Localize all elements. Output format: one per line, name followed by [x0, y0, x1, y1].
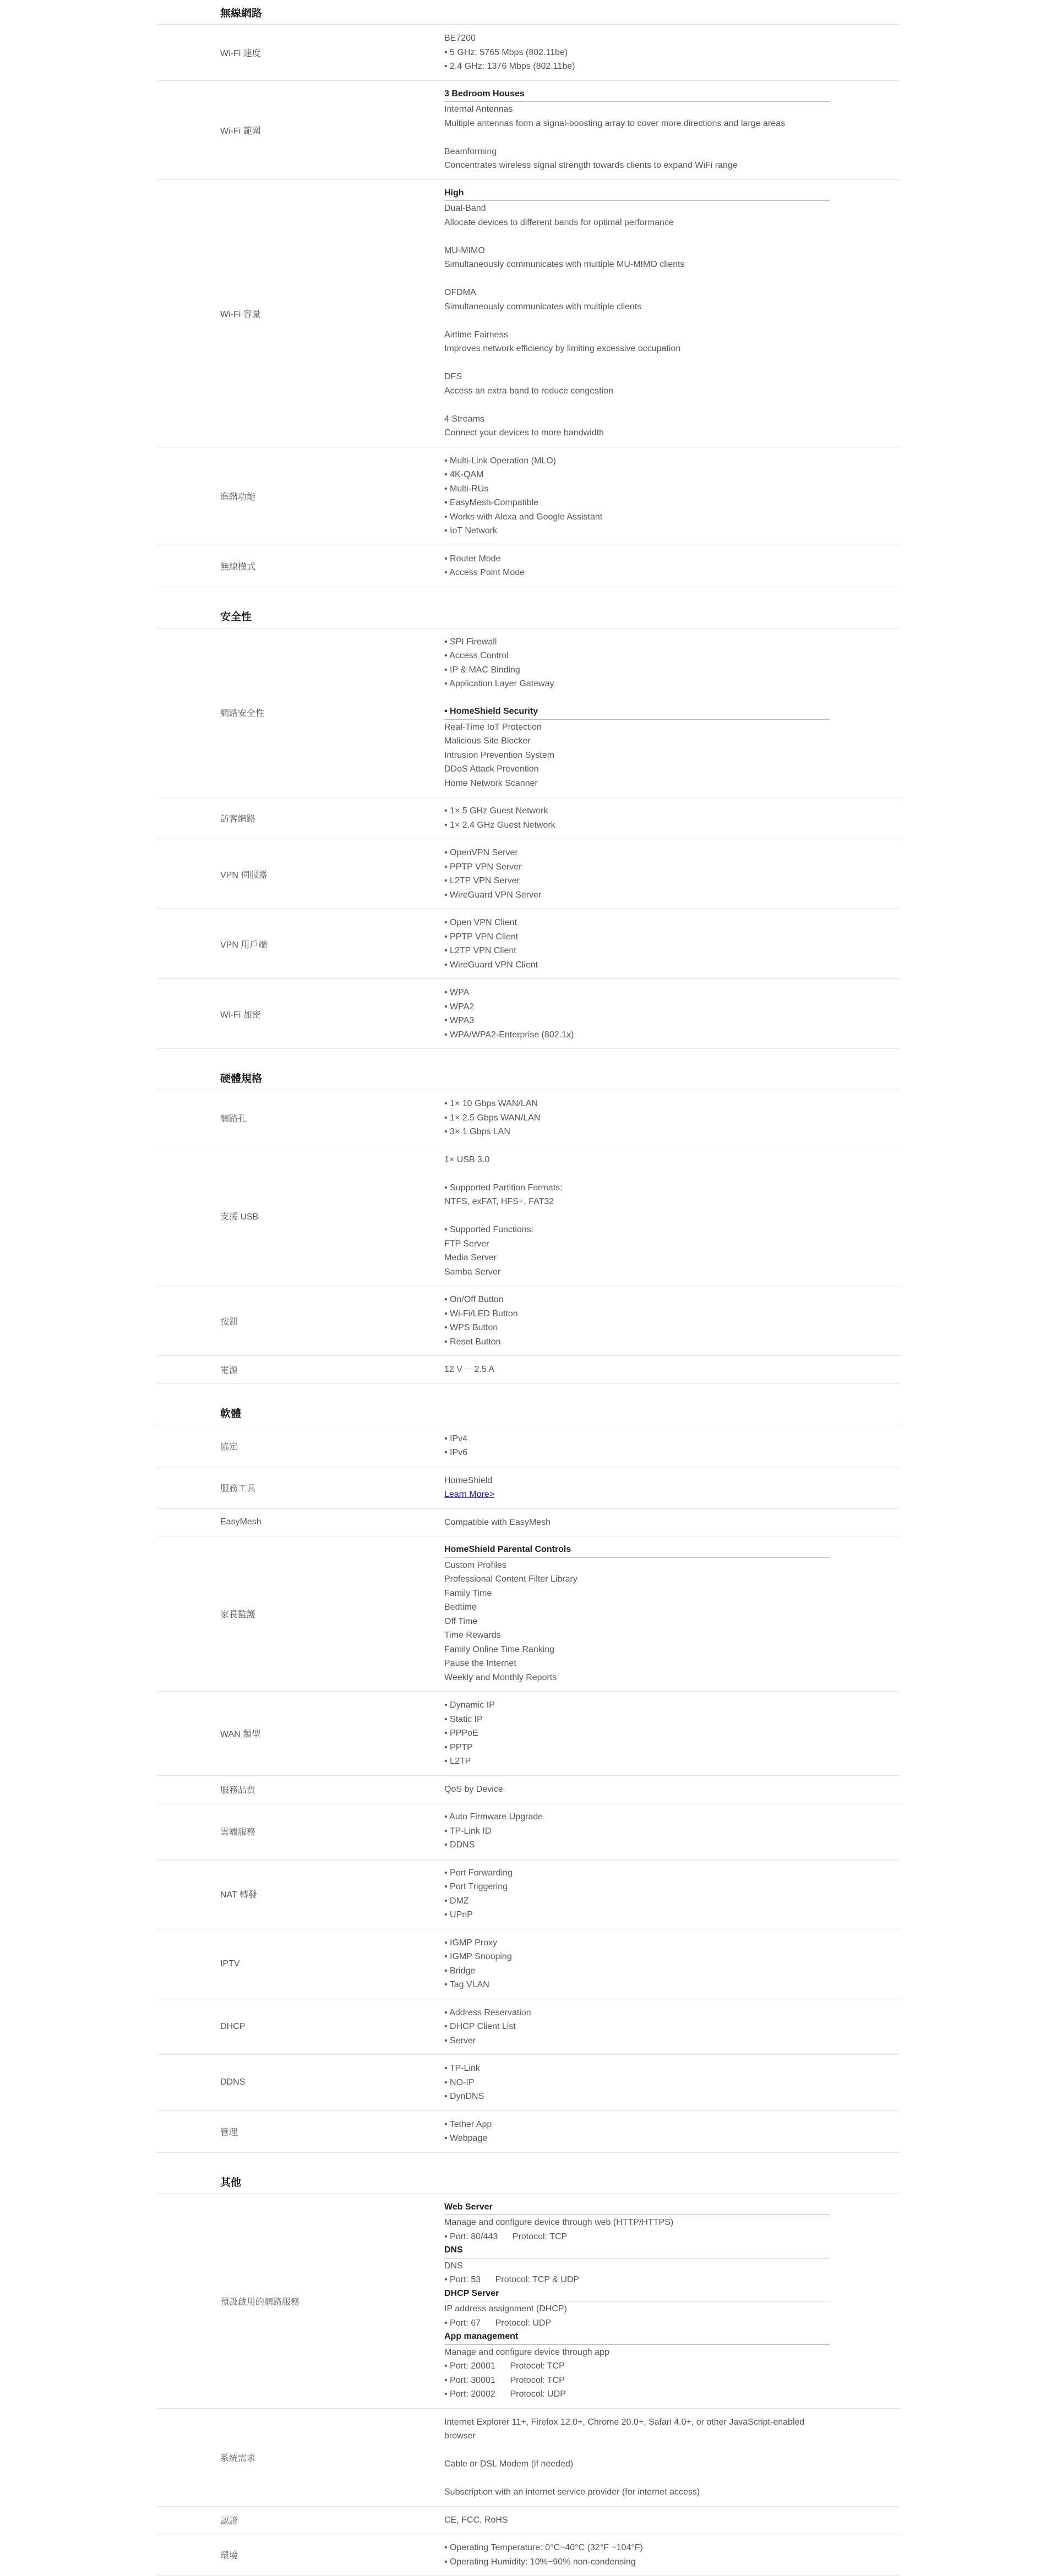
spec-row-wi-fi [157, 25, 900, 81]
spec-value [443, 909, 900, 978]
spec-value [443, 2507, 900, 2534]
spec-subheading: 3 Bedroom Houses [444, 87, 830, 102]
spec-line: • Application Layer Gateway [444, 679, 554, 688]
spec-line: Malicious Site Blocker [444, 736, 531, 746]
spacer [444, 1209, 900, 1223]
spacer [444, 1167, 900, 1181]
spec-label: 按鈕 [220, 1317, 238, 1327]
spec-line: • WPA3 [444, 1016, 475, 1025]
spacer [444, 356, 900, 370]
spec-line: Real-Time IoT Protection [444, 722, 542, 732]
spec-line: • PPTP VPN Server [444, 862, 522, 872]
spec-row-easymesh [157, 1509, 900, 1537]
spec-label: 進階功能 [220, 492, 256, 502]
spacer [444, 130, 900, 145]
spec-value [443, 2194, 900, 2408]
spec-value [443, 2534, 900, 2575]
spec-row-item-3-3 [157, 1536, 900, 1692]
spec-line: CE, FCC, RoHS [444, 2515, 508, 2525]
spec-label: DHCP [220, 2021, 246, 2031]
spec-line: • Operating Humidity: 10%~90% non-condensing [444, 2557, 636, 2567]
spec-row-item-1-1 [157, 797, 900, 839]
spec-line: • Reset Button [444, 1337, 501, 1347]
spec-line: Subscription with an internet service provider (for internet access) [444, 2487, 700, 2497]
spec-label: 服務工具 [220, 1484, 256, 1494]
spec-table [157, 0, 900, 2576]
spec-line: QoS by Device [444, 1784, 503, 1794]
spec-row-iptv [157, 1929, 900, 1999]
spec-line: DFS [444, 372, 462, 381]
spec-label: VPN 用戶端 [220, 940, 268, 950]
spec-subheading: App management [444, 2330, 830, 2345]
spec-value [443, 1425, 900, 1467]
spec-line: • Works with Alexa and Google Assistant [444, 512, 603, 522]
spec-label: VPN 伺服器 [220, 870, 268, 880]
spec-value [443, 447, 900, 545]
spec-line: Multiple antennas form a signal-boosting array to cover more directions and large areas [444, 118, 785, 128]
spec-line: Compatible with EasyMesh [444, 1517, 551, 1527]
spec-line: • PPTP VPN Client [444, 932, 519, 942]
spec-line: Access an extra band to reduce congestion [444, 386, 613, 396]
spec-value [443, 1467, 900, 1508]
spec-line: • Tag VLAN [444, 1980, 489, 1989]
spec-line: Intrusion Prevention System [444, 750, 555, 760]
spec-label: Wi-Fi 容量 [220, 309, 261, 319]
spec-line: • 1× 2.5 Gbps WAN/LAN [444, 1113, 541, 1123]
spec-value [443, 1859, 900, 1929]
spec-value [443, 1509, 900, 1536]
spec-line: Concentrates wireless signal strength towards clients to expand WiFi range [444, 161, 738, 170]
spec-row-item-2-2 [157, 1286, 900, 1356]
spec-line: FTP Server [444, 1239, 489, 1249]
section-title: 軟體 [157, 1404, 900, 1425]
spec-line: DNS [444, 2261, 463, 2271]
spec-row-dhcp [157, 1999, 900, 2055]
spec-line: Samba Server [444, 1267, 501, 1277]
spec-line: • IGMP Proxy [444, 1938, 497, 1948]
spec-value [443, 1536, 900, 1691]
spec-line: NTFS, exFAT, HFS+, FAT32 [444, 1197, 554, 1206]
spec-line: • Tether App [444, 2119, 492, 2129]
spec-line: Simultaneously communicates with multiple clients [444, 302, 642, 311]
spacer [444, 2471, 900, 2486]
spec-subheading: HomeShield Parental Controls [444, 1543, 830, 1558]
spec-line: Internet Explorer 11+, Firefox 12.0+, Chrome 20.0+, Safari 4.0+, or other JavaScript-enabled [444, 2417, 805, 2427]
spec-label: 協定 [220, 1442, 238, 1452]
spec-line: IP address assignment (DHCP) [444, 2304, 567, 2314]
spec-value [443, 1999, 900, 2055]
spec-line: • NO-IP [444, 2077, 475, 2087]
section-title: 無線網路 [157, 3, 900, 25]
spec-label: 無線模式 [220, 562, 256, 572]
spec-row-item-4-3 [157, 2534, 900, 2576]
spec-line: Professional Content Filter Library [444, 1574, 577, 1584]
spec-row-item-4-1 [157, 2409, 900, 2507]
spec-line: • IoT Network [444, 526, 497, 535]
spec-line: • IPv4 [444, 1434, 468, 1443]
spec-line: • Address Reservation [444, 2008, 531, 2017]
spec-line: • Server [444, 2036, 476, 2046]
spec-value [443, 1929, 900, 1999]
spec-line: Beamforming [444, 146, 497, 156]
spec-line: • L2TP VPN Server [444, 876, 520, 885]
spec-row-item-4-2 [157, 2507, 900, 2535]
spec-line: • Port: 20001 Protocol: TCP [444, 2361, 565, 2371]
spec-line: • Access Point Mode [444, 568, 525, 577]
spec-value [443, 180, 900, 447]
spec-line: • Port: 30001 Protocol: TCP [444, 2375, 565, 2385]
spec-line: • PPPoE [444, 1729, 478, 1738]
spec-line: • 1× 5 GHz Guest Network [444, 806, 548, 816]
spec-line: • WireGuard VPN Server [444, 890, 542, 900]
spec-value [443, 1356, 900, 1383]
spec-line: Airtime Fairness [444, 330, 508, 340]
spec-label: 環境 [220, 2551, 238, 2561]
spec-line: • Auto Firmware Upgrade [444, 1812, 543, 1822]
spec-line: Family Online Time Ranking [444, 1644, 555, 1654]
spacer [444, 398, 900, 412]
spec-line: 12 V ⎓ 2.5 A [444, 1365, 495, 1374]
spec-value [443, 628, 900, 797]
spec-line: Connect your devices to more bandwidth [444, 428, 604, 437]
spec-line: • 1× 10 Gbps WAN/LAN [444, 1099, 538, 1108]
spec-value [443, 1090, 900, 1146]
spec-line: • Port: 20002 Protocol: UDP [444, 2389, 566, 2399]
spec-label: Wi-Fi 速度 [220, 48, 261, 58]
spec-line: • Router Mode [444, 554, 501, 564]
spacer [444, 691, 900, 705]
spacer [444, 229, 900, 244]
spec-line: • Port: 53 Protocol: TCP & UDP [444, 2275, 580, 2284]
spec-line: • TP-Link ID [444, 1826, 492, 1836]
spec-row-nat [157, 1859, 900, 1929]
spec-row-item-2-0 [157, 1090, 900, 1146]
spec-row-item-0-4 [157, 545, 900, 587]
spec-line: BE7200 [444, 34, 476, 43]
spec-label: 預設啟用的網路服務 [220, 2297, 300, 2307]
spec-line: • Multi-Link Operation (MLO) [444, 456, 556, 466]
spec-row-vpn [157, 909, 900, 979]
spec-value [443, 1776, 900, 1803]
spec-line: • IPv6 [444, 1448, 468, 1457]
spec-label: 支援 USB [220, 1212, 259, 1222]
spec-line: • 4K-QAM [444, 470, 484, 479]
spec-line: • IP & MAC Binding [444, 665, 520, 675]
spec-line: OFDMA [444, 288, 476, 297]
learn-more-link[interactable]: Learn More> [444, 1490, 495, 1499]
spec-line: Weekly and Monthly Reports [444, 1672, 557, 1682]
spec-line: • DDNS [444, 1840, 475, 1850]
spec-line: • On/Off Button [444, 1295, 504, 1304]
spec-value [443, 25, 900, 80]
spec-line: • DMZ [444, 1896, 469, 1906]
spec-line: • TP-Link [444, 2064, 480, 2073]
spec-row-wi-fi [157, 180, 900, 447]
spec-label: 網路安全性 [220, 709, 265, 719]
spec-line: Improves network efficiency by limiting excessive occupation [444, 344, 681, 353]
spec-value [443, 1803, 900, 1859]
spec-row-ddns [157, 2055, 900, 2111]
spec-value [443, 797, 900, 839]
spec-line: 1× USB 3.0 [444, 1155, 490, 1164]
spec-line: • DHCP Client List [444, 2022, 516, 2031]
spec-row-item-3-6 [157, 1803, 900, 1859]
spec-label: 服務品質 [220, 1785, 256, 1795]
spec-line: • IGMP Snooping [444, 1952, 512, 1961]
spec-line: Home Network Scanner [444, 778, 538, 788]
spec-row-usb [157, 1146, 900, 1287]
spec-label: 雲端服務 [220, 1827, 256, 1837]
spec-line: • WPA2 [444, 1002, 475, 1011]
spec-row-item-3-0 [157, 1425, 900, 1467]
spec-label: 家長監護 [220, 1610, 256, 1620]
spec-label: IPTV [220, 1959, 240, 1968]
spec-label: 認證 [220, 2516, 238, 2526]
spec-line: • Webpage [444, 2134, 488, 2143]
spec-label: NAT 轉發 [220, 1890, 257, 1900]
spec-label: 網路孔 [220, 1114, 247, 1124]
spec-line: • L2TP VPN Client [444, 946, 516, 955]
spec-value [443, 2111, 900, 2152]
section-title: 安全性 [157, 607, 900, 628]
spec-value [443, 545, 900, 587]
spec-label: WAN 類型 [220, 1730, 261, 1740]
spec-row-vpn [157, 839, 900, 909]
spec-subheading: Web Server [444, 2201, 830, 2216]
spec-value [443, 2409, 900, 2506]
spec-line: • DynDNS [444, 2092, 484, 2101]
spec-row-item-3-1 [157, 1467, 900, 1509]
spec-line: • Bridge [444, 1966, 476, 1976]
spec-line: Bedtime [444, 1603, 477, 1612]
spec-line: Cable or DSL Modem (if needed) [444, 2459, 574, 2469]
spec-value [443, 979, 900, 1048]
spec-line: HomeShield [444, 1475, 493, 1485]
spec-line: • EasyMesh-Compatible [444, 498, 538, 507]
spec-line: • Dynamic IP [444, 1700, 495, 1710]
spec-line: • Supported Functions: [444, 1225, 534, 1234]
spec-row-wi-fi [157, 81, 900, 180]
spec-line: • WireGuard VPN Client [444, 960, 538, 970]
spec-line: • WPA [444, 988, 470, 997]
spec-line: MU-MIMO [444, 245, 485, 255]
spec-line: • L2TP [444, 1757, 471, 1766]
spec-value [443, 1692, 900, 1775]
spec-subheading: High [444, 187, 830, 201]
spec-line: Allocate devices to different bands for optimal performance [444, 217, 674, 227]
section-title: 其他 [157, 2173, 900, 2194]
spec-line: • Multi-RUs [444, 484, 489, 494]
section-title: 硬體規格 [157, 1069, 900, 1090]
spec-line: Manage and configure device through web (HTTP/HTTPS) [444, 2218, 674, 2227]
spec-line: • 5 GHz: 5765 Mbps (802.11be) [444, 47, 568, 57]
spec-label: DDNS [220, 2077, 246, 2087]
spec-line: • SPI Firewall [444, 637, 497, 647]
spec-line: Pause the Internet [444, 1659, 516, 1668]
spec-line: • 1× 2.4 GHz Guest Network [444, 820, 555, 830]
spec-line: Manage and configure device through app [444, 2347, 609, 2357]
spec-line: • Static IP [444, 1714, 483, 1724]
spec-label: Wi-Fi 加密 [220, 1010, 261, 1020]
spec-line: browser [444, 2431, 476, 2441]
spec-value [443, 81, 900, 179]
spec-subheading: DHCP Server [444, 2287, 830, 2302]
spec-row-wi-fi [157, 979, 900, 1049]
spacer [444, 2443, 900, 2458]
spec-value [443, 2055, 900, 2110]
spec-row-item-3-5 [157, 1776, 900, 1804]
spec-line: • Open VPN Client [444, 918, 517, 927]
spec-line: Family Time [444, 1588, 492, 1598]
spec-label: 電源 [220, 1366, 238, 1376]
spec-line: • 2.4 GHz: 1376 Mbps (802.11be) [444, 62, 575, 71]
spec-line: Media Server [444, 1253, 497, 1262]
spec-line: • UPnP [444, 1910, 473, 1919]
spec-line: • PPTP [444, 1742, 473, 1752]
spec-line: • Wi-Fi/LED Button [444, 1309, 518, 1319]
spec-label: Wi-Fi 範圍 [220, 126, 261, 136]
spec-label: EasyMesh [220, 1517, 261, 1527]
spec-label: 系統需求 [220, 2453, 256, 2463]
spec-line: • Operating Temperature: 0°C~40°C (32°F ~104°F) [444, 2543, 643, 2552]
spec-line: • WPA/WPA2-Enterprise (802.1x) [444, 1030, 574, 1040]
spec-line: 4 Streams [444, 414, 484, 424]
spec-row-item-3-11 [157, 2111, 900, 2153]
spec-line: • Port Forwarding [444, 1868, 513, 1878]
spec-row-item-2-3 [157, 1356, 900, 1384]
spec-value [443, 1286, 900, 1355]
spec-line: • Supported Partition Formats: [444, 1183, 563, 1193]
spec-row-item-4-0 [157, 2194, 900, 2409]
spacer [444, 272, 900, 286]
spec-line: • Port: 67 Protocol: UDP [444, 2318, 552, 2328]
spec-row-item-1-0 [157, 628, 900, 798]
spec-line: DDoS Attack Prevention [444, 764, 539, 774]
spacer [444, 314, 900, 328]
spec-subheading: DNS [444, 2244, 830, 2258]
spec-line: Dual-Band [444, 204, 486, 213]
spec-line: Off Time [444, 1616, 478, 1626]
spec-line: Custom Profiles [444, 1560, 506, 1570]
spec-line: Internal Antennas [444, 105, 513, 114]
spec-subheading: • HomeShield Security [444, 705, 830, 720]
spec-line: Time Rewards [444, 1631, 501, 1640]
spec-line: • OpenVPN Server [444, 848, 518, 857]
spec-value [443, 839, 900, 909]
spec-row-item-0-3 [157, 447, 900, 545]
spec-line: • Access Control [444, 651, 509, 660]
spec-label: 訪客網路 [220, 814, 256, 824]
spec-label: 管理 [220, 2127, 238, 2137]
spec-line: • 3× 1 Gbps LAN [444, 1127, 510, 1136]
spec-line: • Port Triggering [444, 1882, 508, 1891]
spec-line: • WPS Button [444, 1323, 498, 1332]
spec-line: • Port: 80/443 Protocol: TCP [444, 2232, 568, 2241]
spec-line: Simultaneously communicates with multiple MU-MIMO clients [444, 260, 685, 269]
spec-value [443, 1146, 900, 1286]
spec-row-wan [157, 1692, 900, 1776]
